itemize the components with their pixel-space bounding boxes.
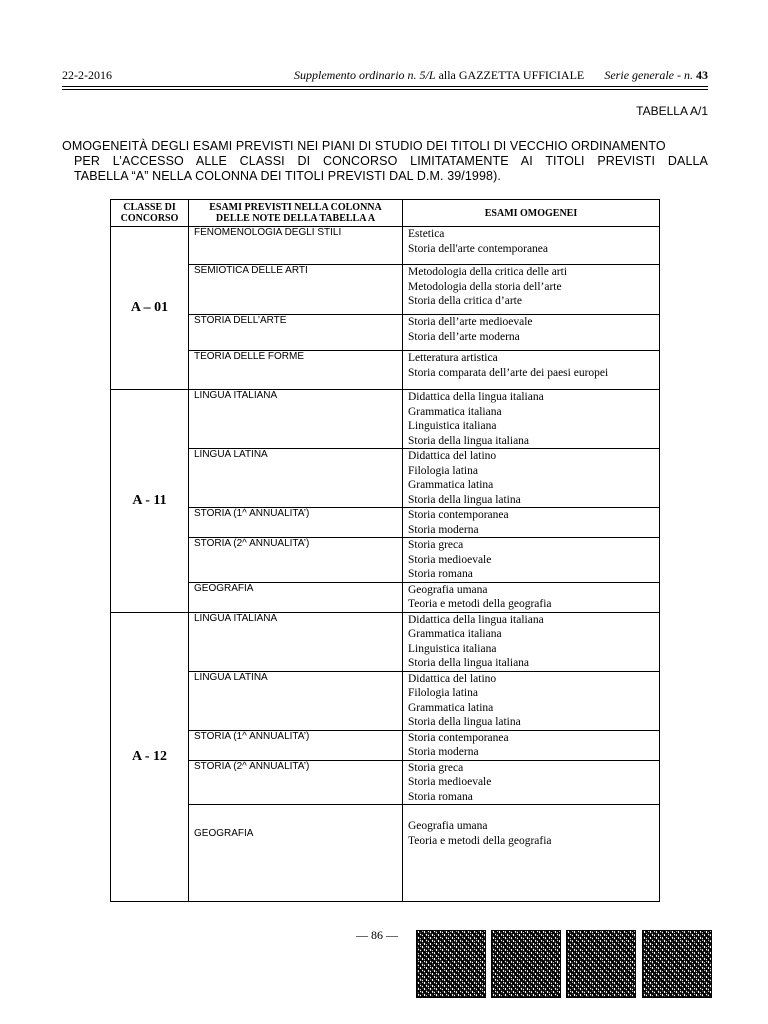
esame-omogeneo: Teoria e metodi della geografia bbox=[408, 598, 552, 610]
esami-omogenei-cell bbox=[403, 730, 660, 760]
esame-omogeneo: Storia moderna bbox=[408, 746, 479, 758]
esame-omogeneo: Storia romana bbox=[408, 568, 473, 580]
datamatrix-code-1 bbox=[416, 930, 486, 998]
esame-omogeneo: Storia comparata dell’arte dei paesi europei bbox=[408, 366, 609, 379]
esame-previsto-cell: LINGUA LATINA bbox=[189, 671, 403, 730]
esame-previsto-cell: GEOGRAFIA bbox=[189, 805, 403, 902]
esame-previsto-cell: TEORIA DELLE FORME bbox=[189, 351, 403, 390]
classe-concorso-cell: A – 01 bbox=[111, 227, 189, 390]
esame-omogeneo: Storia dell’arte medioevale bbox=[408, 316, 533, 328]
esame-omogeneo: Filologia latina bbox=[408, 687, 478, 699]
table-row bbox=[111, 582, 660, 612]
table-row bbox=[111, 805, 660, 902]
esame-omogeneo: Storia della lingua italiana bbox=[408, 434, 530, 447]
esame-previsto-cell: STORIA (1^ ANNUALITA’) bbox=[189, 508, 403, 538]
datamatrix-code-3 bbox=[566, 930, 636, 998]
esame-omogeneo: Grammatica latina bbox=[408, 701, 494, 714]
esame-omogeneo: Storia dell’arte moderna bbox=[408, 330, 520, 343]
esame-omogeneo: Didattica della lingua italiana bbox=[408, 613, 544, 626]
esame-omogeneo: Storia dell'arte contemporanea bbox=[408, 242, 549, 255]
header-series-label: Serie generale bbox=[604, 68, 674, 82]
header-rule bbox=[62, 86, 708, 87]
table-row bbox=[111, 730, 660, 760]
esame-omogeneo: Teoria e metodi della geografia bbox=[408, 834, 552, 847]
classe-concorso-cell: A - 11 bbox=[111, 390, 189, 613]
esame-omogeneo: Storia della lingua latina bbox=[408, 716, 521, 728]
header-classe bbox=[111, 200, 189, 227]
table-body bbox=[111, 227, 660, 902]
table-row bbox=[111, 508, 660, 538]
esami-omogenei-cell bbox=[403, 612, 660, 671]
header-gazzetta: alla GAZZETTA UFFICIALE bbox=[435, 68, 585, 82]
omogeneita-table bbox=[110, 199, 660, 902]
header-series-sep: - bbox=[674, 68, 684, 82]
table-row bbox=[111, 315, 660, 351]
esame-omogeneo: Storia moderna bbox=[408, 523, 479, 536]
esame-omogeneo: Storia romana bbox=[408, 790, 473, 803]
classe-concorso-cell: A - 12 bbox=[111, 612, 189, 902]
header-classe-line1: CLASSE DI bbox=[123, 202, 176, 213]
intro-line-3: TABELLA “A” NELLA COLONNA DEI TITOLI PREVISTI DAL D.M. 39/1998). bbox=[74, 169, 501, 183]
esame-omogeneo: Storia medioevale bbox=[408, 553, 492, 566]
esame-omogeneo: Storia greca bbox=[408, 539, 464, 551]
esame-omogeneo: Metodologia della storia dell’arte bbox=[408, 280, 562, 293]
datamatrix-code-4 bbox=[642, 930, 712, 998]
header-series-number: 43 bbox=[696, 68, 708, 82]
intro-line-1: OMOGENEITÀ DEGLI ESAMI PREVISTI NEI PIANI DI STUDIO DEI TITOLI DI VECCHIO ORDINAMENTO bbox=[62, 139, 666, 153]
esami-omogenei-cell bbox=[403, 671, 660, 730]
esame-omogeneo: Storia contemporanea bbox=[408, 509, 509, 521]
esame-previsto-cell: LINGUA ITALIANA bbox=[189, 612, 403, 671]
header-rule-double bbox=[62, 89, 708, 90]
table-row bbox=[111, 227, 660, 265]
esame-previsto-cell: STORIA DELL’ARTE bbox=[189, 315, 403, 351]
esame-omogeneo: Geografia umana bbox=[408, 820, 488, 832]
datamatrix-code-2 bbox=[491, 930, 561, 998]
header-series-n: n. bbox=[684, 68, 693, 82]
intro-line-2: PER L’ACCESSO ALLE CLASSI DI CONCORSO LIMITATAMENTE AI TITOLI PREVISTI DALLA bbox=[74, 154, 708, 168]
esame-omogeneo: Didattica della lingua italiana bbox=[408, 391, 544, 403]
esame-omogeneo: Didattica del latino bbox=[408, 450, 497, 462]
table-header-row bbox=[111, 200, 660, 227]
esami-omogenei-cell bbox=[403, 315, 660, 351]
header-esami-omogenei: ESAMI OMOGENEI bbox=[403, 200, 660, 227]
esame-previsto-cell: STORIA (2^ ANNUALITA’) bbox=[189, 760, 403, 805]
esame-previsto-cell: LINGUA LATINA bbox=[189, 449, 403, 508]
esami-omogenei-cell bbox=[403, 582, 660, 612]
security-codes bbox=[416, 930, 714, 998]
esame-omogeneo: Grammatica italiana bbox=[408, 628, 502, 640]
header-series bbox=[604, 68, 708, 83]
header-supplement: Supplemento ordinario n. 5/L bbox=[294, 68, 436, 82]
esame-previsto-cell: LINGUA ITALIANA bbox=[189, 390, 403, 449]
page-number: — 86 — bbox=[356, 928, 398, 942]
esame-omogeneo: Storia della lingua latina bbox=[408, 493, 521, 506]
page-header bbox=[62, 68, 708, 86]
esame-omogeneo: Storia greca bbox=[408, 761, 464, 774]
esame-omogeneo: Storia medioevale bbox=[408, 776, 492, 788]
esame-omogeneo: Storia della lingua italiana bbox=[408, 657, 530, 669]
table-row bbox=[111, 612, 660, 671]
table-row bbox=[111, 538, 660, 583]
table-row bbox=[111, 351, 660, 390]
esami-omogenei-cell bbox=[403, 390, 660, 449]
esame-omogeneo: Grammatica latina bbox=[408, 479, 494, 491]
table-row bbox=[111, 760, 660, 805]
table-intro bbox=[62, 139, 708, 184]
esame-omogeneo: Grammatica italiana bbox=[408, 405, 502, 418]
table-row bbox=[111, 671, 660, 730]
esami-omogenei-cell bbox=[403, 449, 660, 508]
table-row bbox=[111, 390, 660, 449]
esame-omogeneo: Letteratura artistica bbox=[408, 352, 498, 364]
esame-omogeneo: Estetica bbox=[408, 228, 445, 240]
esami-omogenei-cell bbox=[403, 227, 660, 265]
esami-omogenei-cell bbox=[403, 508, 660, 538]
header-esami-line2: DELLE NOTE DELLA TABELLA A bbox=[215, 213, 376, 224]
esame-previsto-cell: FENOMENOLOGIA DEGLI STILI bbox=[189, 227, 403, 265]
esame-omogeneo: Storia contemporanea bbox=[408, 731, 509, 744]
esame-omogeneo: Didattica del latino bbox=[408, 672, 497, 685]
header-publication bbox=[294, 68, 584, 83]
header-classe-line2: CONCORSO bbox=[120, 213, 179, 224]
esame-omogeneo: Geografia umana bbox=[408, 583, 488, 596]
esami-omogenei-cell bbox=[403, 538, 660, 583]
header-esami-previsti bbox=[189, 200, 403, 227]
esame-previsto-cell: STORIA (1^ ANNUALITA’) bbox=[189, 730, 403, 760]
esame-omogeneo: Metodologia della critica delle arti bbox=[408, 266, 568, 278]
esame-previsto-cell: SEMIOTICA DELLE ARTI bbox=[189, 265, 403, 315]
esami-omogenei-cell bbox=[403, 805, 660, 902]
table-row bbox=[111, 265, 660, 315]
esame-previsto-cell: STORIA (2^ ANNUALITA’) bbox=[189, 538, 403, 583]
esami-omogenei-cell bbox=[403, 351, 660, 390]
header-date: 22-2-2016 bbox=[62, 68, 112, 82]
esame-omogeneo: Linguistica italiana bbox=[408, 420, 497, 432]
esame-omogeneo: Storia della critica d’arte bbox=[408, 295, 522, 307]
esame-omogeneo: Linguistica italiana bbox=[408, 642, 497, 655]
esami-omogenei-cell bbox=[403, 760, 660, 805]
esami-omogenei-cell bbox=[403, 265, 660, 315]
esame-omogeneo: Filologia latina bbox=[408, 464, 478, 477]
tabella-label: TABELLA A/1 bbox=[636, 104, 708, 118]
table-row bbox=[111, 449, 660, 508]
esame-previsto-cell: GEOGRAFIA bbox=[189, 582, 403, 612]
header-esami-line1: ESAMI PREVISTI NELLA COLONNA bbox=[209, 202, 382, 213]
